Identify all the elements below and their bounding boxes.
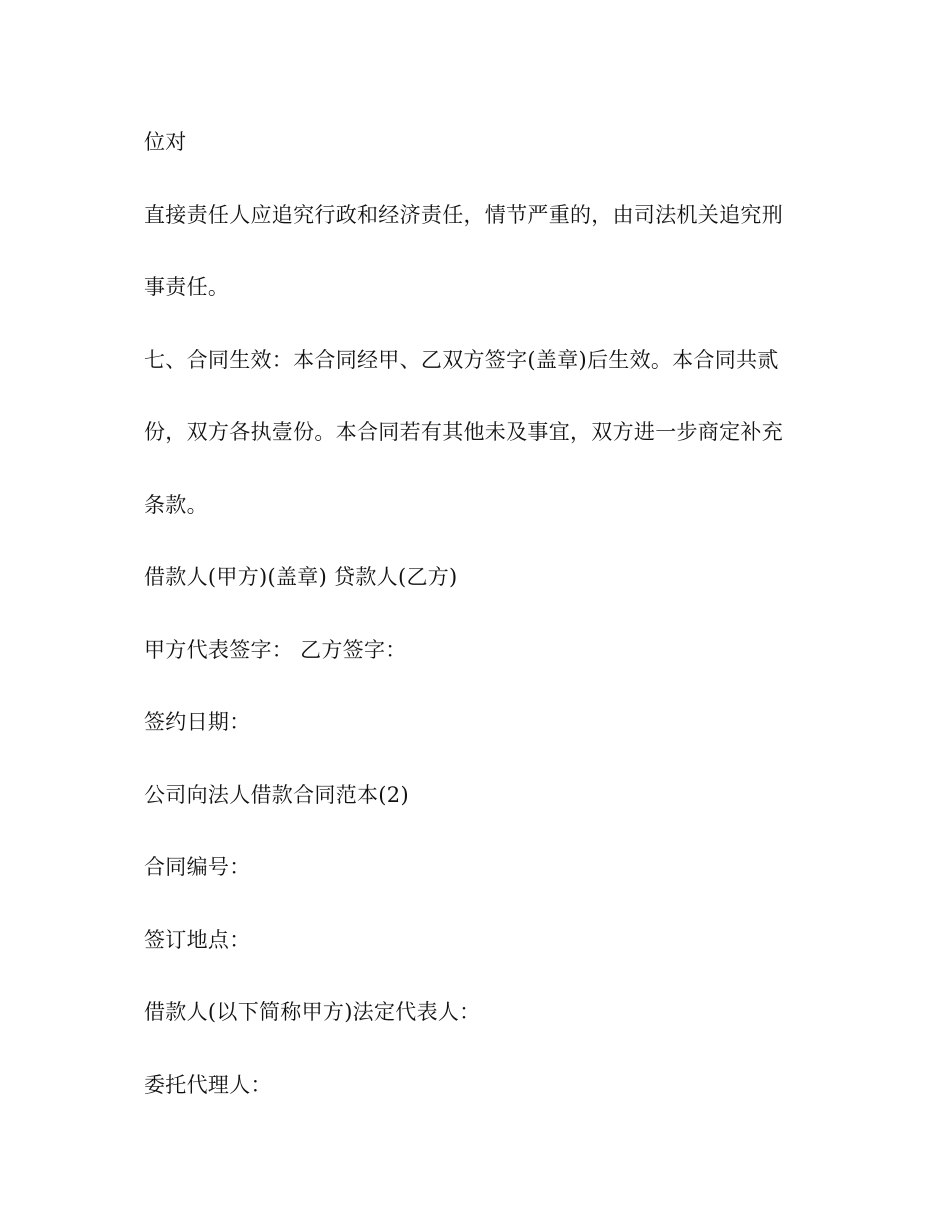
section-title: 公司向法人借款合同范本(2) <box>144 782 409 807</box>
text-line: 甲方代表签字： 乙方签字： <box>144 637 407 662</box>
text-line: 事责任。 <box>144 275 230 299</box>
text-line: 份，双方各执壹份。本合同若有其他未及事宜，双方进一步商定补充 <box>144 420 783 444</box>
text-line: 合同编号： <box>144 855 251 879</box>
text-line: 签约日期： <box>144 710 251 734</box>
text-line: 直接责任人应追究行政和经济责任，情节严重的，由司法机关追究刑 <box>144 202 783 227</box>
text-line: 位对 <box>144 130 187 154</box>
text-line: 签订地点： <box>144 927 251 952</box>
text-line: 七、合同生效：本合同经甲、乙双方签字(盖章)后生效。本合同共贰 <box>144 347 779 372</box>
text-line: 条款。 <box>144 492 208 517</box>
text-line: 借款人(以下简称甲方)法定代表人： <box>144 1000 481 1024</box>
text-line: 委托代理人： <box>144 1072 272 1097</box>
text-line: 借款人(甲方)(盖章) 贷款人(乙方) <box>144 565 458 589</box>
document-body <box>144 124 806 1139</box>
